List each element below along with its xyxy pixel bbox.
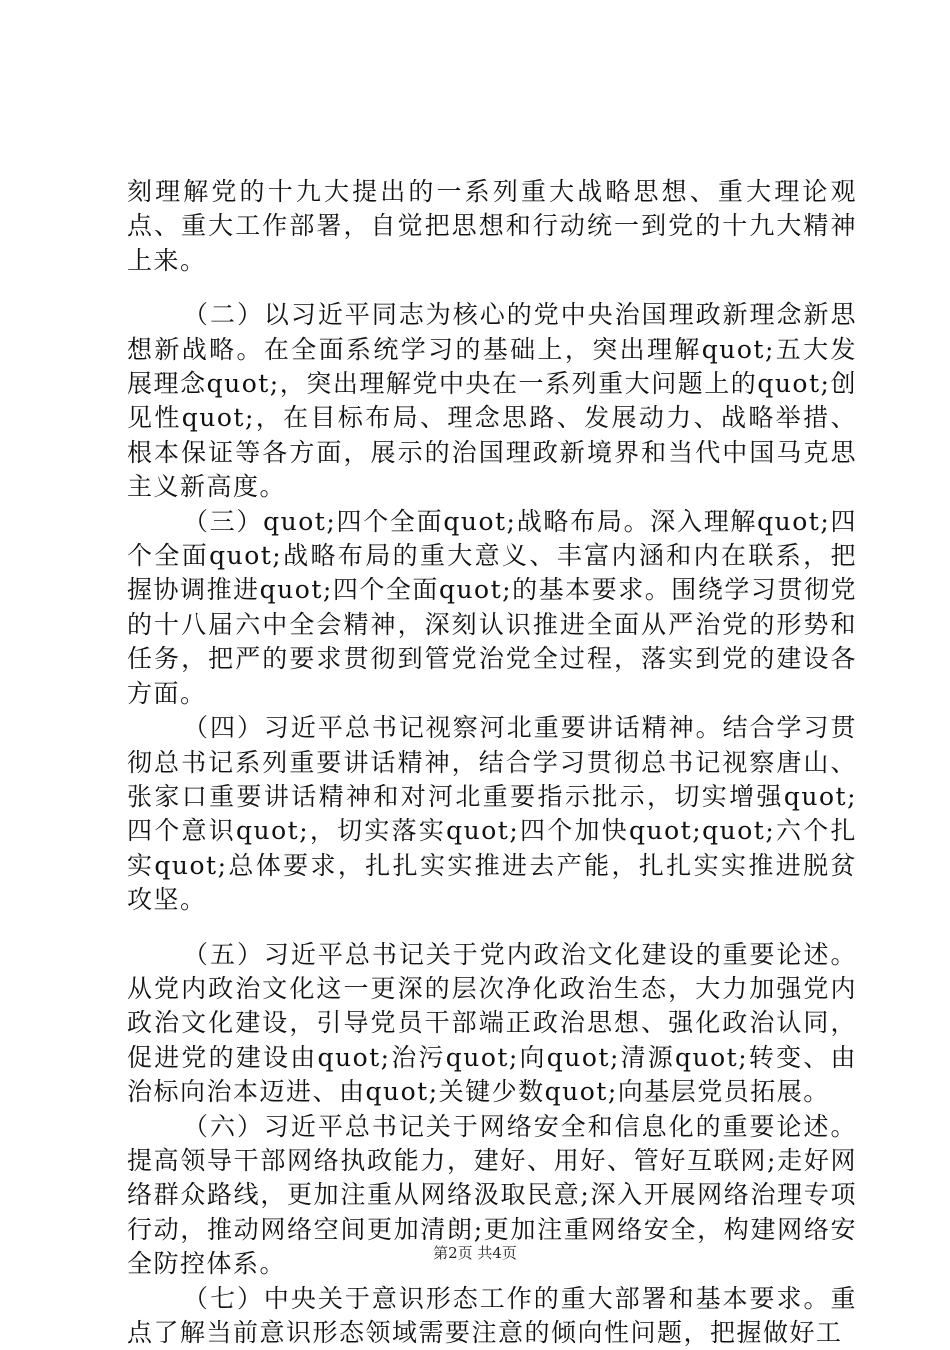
page-footer (0, 1243, 950, 1263)
paragraph-item-3: （三）quot;四个全面quot;战略布局。深入理解quot;四个全面quot;战略布局的重大意义、丰富内涵和内在联系，把握协调推进quot;四个全面quot;的基本要求。围绕学习贯彻党的十八届六中全会精神，深刻认识推进全面从严治党的形势和任务，把严的要求贯彻到管党治党全过程，落实到党的建设各方面。 (127, 506, 857, 708)
paragraph-item-2: （二）以习近平同志为核心的党中央治国理政新理念新思想新战略。在全面系统学习的基础上，突出理解quot;五大发展理念quot;，突出理解党中央在一系列重大问题上的quot;创见性quot;，在目标布局、理念思路、发展动力、战略举措、根本保证等各方面，展示的治国理政新境界和当代中国马克思主义新高度。 (127, 300, 857, 502)
paragraph-item-5: （五）习近平总书记关于党内政治文化建设的重要论述。从党内政治文化这一更深的层次净化政治生态，大力加强党内政治文化建设，引导党员干部端正政治思想、强化政治认同，促进党的建设由quot;治污quot;向quot;清源quot;转变、由治标向治本迈进、由quot;关键少数quot;向基层党员拓展。 (127, 939, 857, 1107)
paragraph-item-6: （六）习近平总书记关于网络安全和信息化的重要论述。提高领导干部网络执政能力，建好、用好、管好互联网;走好网络群众路线，更加注重从网络汲取民意;深入开展网络治理专项行动，推动网络空间更加清朗;更加注重网络安全，构建网络安全防控体系。 (127, 1111, 857, 1279)
paragraph-item-4: （四）习近平总书记视察河北重要讲话精神。结合学习贯彻总书记系列重要讲话精神，结合学习贯彻总书记视察唐山、张家口重要讲话精神和对河北重要指示批示，切实增强quot;四个意识quot;，切实落实quot;四个加快quot;quot;六个扎实quot;总体要求，扎扎实实推进去产能，扎扎实实推进脱贫攻坚。 (127, 713, 857, 915)
paragraph-item-7: （七）中央关于意识形态工作的重大部署和基本要求。重点了解当前意识形态领域需要注意的倾向性问题，把握做好工 (127, 1283, 857, 1347)
document-body (127, 175, 857, 1350)
page-number-label: 第2页 共4页 (433, 1244, 517, 1262)
paragraph-continuation: 刻理解党的十九大提出的一系列重大战略思想、重大理论观点、重大工作部署，自觉把思想和行动统一到党的十九大精神上来。 (127, 177, 857, 275)
